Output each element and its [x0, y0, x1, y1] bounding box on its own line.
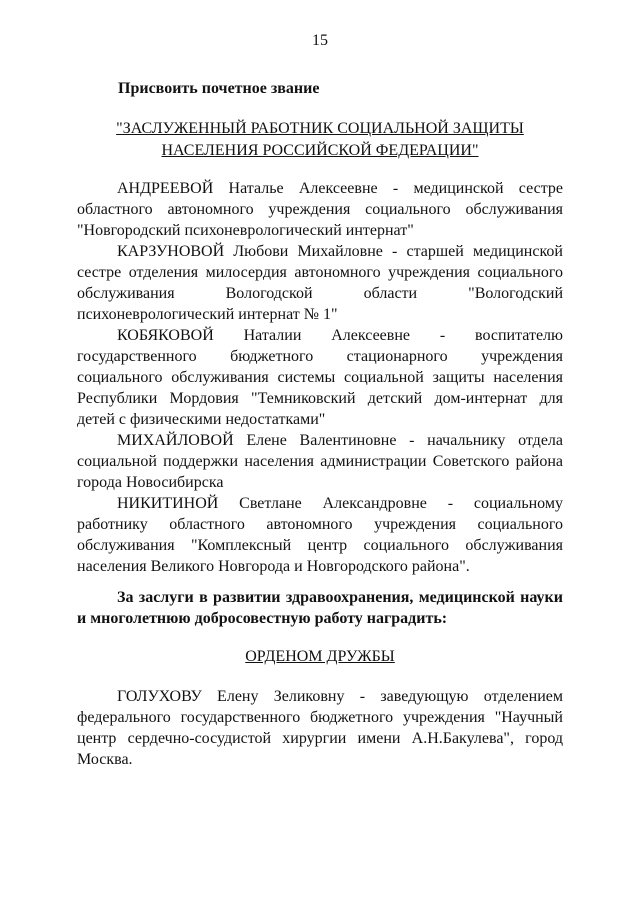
intro-heading: Присвоить почетное звание	[118, 80, 320, 97]
awardee-entry: НИКИТИНОЙ Светлане Александровне - социальному работнику областного автономного учреждения социального обслуживания "Комплексный центр социального обслуживания населения Великого Новгорода и Новгородского района".	[77, 495, 563, 575]
awardee-entry: КАРЗУНОВОЙ Любови Михайловне - старшей медицинской сестре отделения милосердия автономного учреждения социального обслуживания Вологодской области "Вологодский психоневрологический интернат № 1"	[77, 243, 563, 323]
honorary-title-line-2: НАСЕЛЕНИЯ РОССИЙСКОЙ ФЕДЕРАЦИИ"	[161, 142, 479, 159]
awardee-list	[77, 178, 563, 577]
honorary-title	[77, 118, 563, 162]
awardee-entry: МИХАЙЛОВОЙ Елене Валентиновне - начальнику отдела социальной поддержки населения администрации Советского района города Новосибирска	[77, 432, 563, 491]
order-title: ОРДЕНОМ ДРУЖБЫ	[245, 648, 395, 665]
page-number: 15	[312, 32, 328, 49]
awardee-entry: КОБЯКОВОЙ Наталии Алексеевне - воспитателю государственного бюджетного стационарного учреждения социального обслуживания системы социальной защиты населения Республики Мордовия "Темниковский детский дом-интернат для детей с физическими недостатками"	[77, 327, 563, 428]
honorary-title-line-1: "ЗАСЛУЖЕННЫЙ РАБОТНИК СОЦИАЛЬНОЙ ЗАЩИТЫ	[116, 120, 524, 137]
order-awardee-entry: ГОЛУХОВУ Елену Зеликовну - заведующую отделением федерального государственного бюджетного учреждения "Научный центр сердечно-сосудистой хирургии имени А.Н.Бакулева", город Москва.	[77, 688, 563, 768]
order-awardee-list	[77, 686, 563, 770]
awardee-entry: АНДРЕЕВОЙ Наталье Алексеевне - медицинской сестре областного автономного учреждения социального обслуживания "Новгородский психоневрологический интернат"	[77, 180, 563, 239]
award-intro-text: За заслуги в развитии здравоохранения, медицинской науки и многолетнюю добросовестную работу наградить:	[77, 589, 563, 627]
award-intro	[77, 587, 563, 629]
